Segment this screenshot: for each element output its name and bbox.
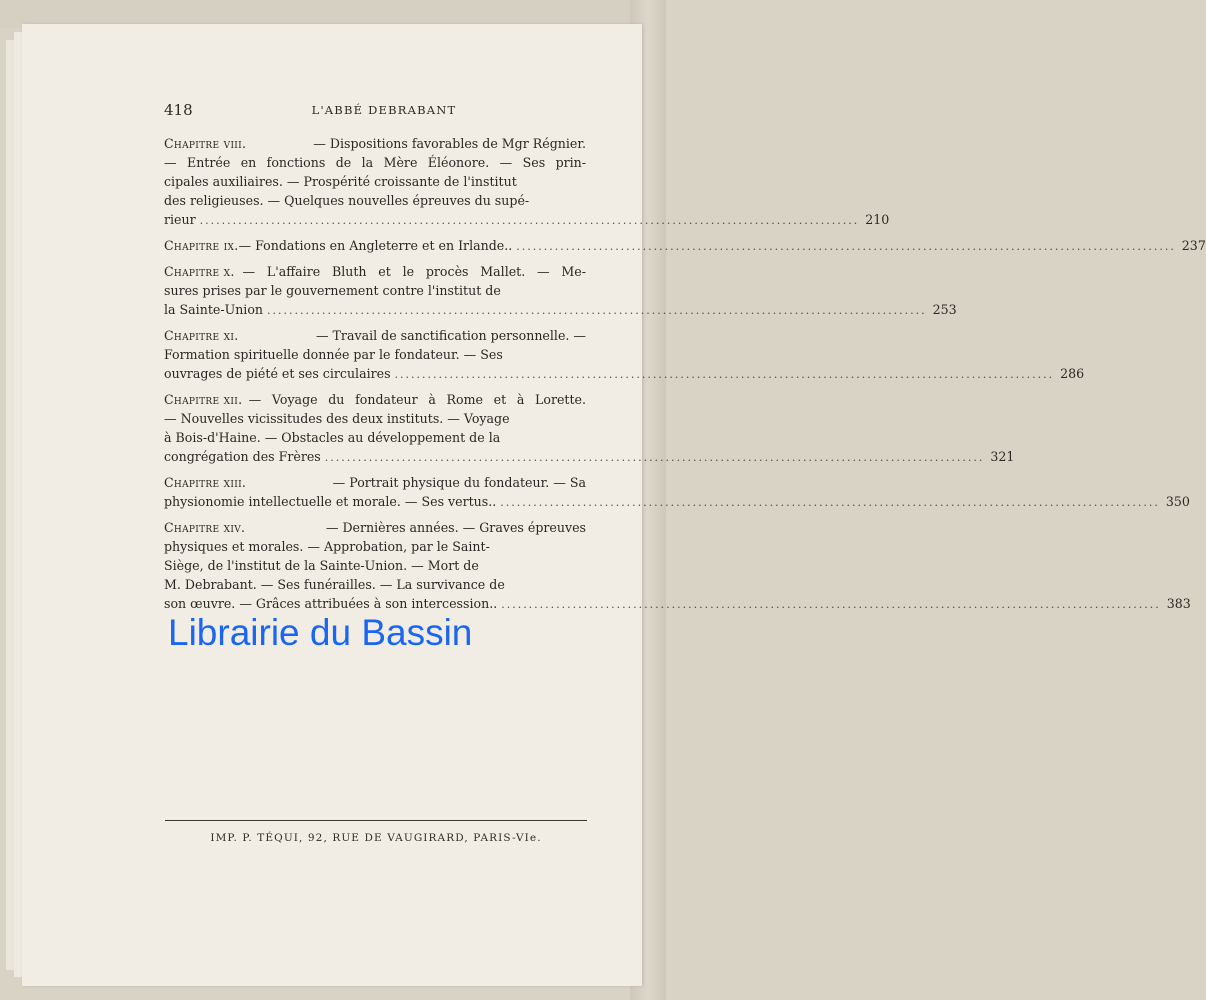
- leader-dots: ........................................................................................................................: [324, 451, 985, 464]
- toc-line: [164, 191, 586, 210]
- leader-dots: ........................................................................................................................: [394, 368, 1055, 381]
- toc-line: [164, 447, 1015, 467]
- toc-text: — L'affaire Bluth et le procès Mallet. — Me-: [242, 264, 586, 279]
- toc-line: [164, 153, 586, 172]
- toc-page-number: 286: [1060, 366, 1085, 381]
- toc-text: cipales auxiliaires. — Prospérité croissante de l'institut: [164, 174, 517, 189]
- toc-entry: [164, 518, 1191, 614]
- toc-text: — Fondations en Angleterre et en Irlande..: [238, 238, 513, 253]
- toc-text: congrégation des Frères: [164, 449, 321, 464]
- toc-text: à Bois-d'Haine. — Obstacles au développement de la: [164, 430, 501, 445]
- toc-line: [164, 537, 586, 556]
- chapter-label: Chapitre xii.: [164, 392, 243, 407]
- toc-text: — Dernières années. — Graves épreuves: [325, 520, 586, 535]
- toc-entry: [164, 326, 1085, 384]
- toc-line: [164, 556, 586, 575]
- toc-line: [164, 575, 586, 594]
- table-of-contents: [164, 134, 1206, 620]
- toc-entry: [164, 134, 890, 230]
- toc-page-number: 253: [932, 302, 957, 317]
- toc-text: ouvrages de piété et ses circulaires: [164, 366, 391, 381]
- toc-line: [164, 262, 586, 281]
- toc-line: [164, 300, 957, 320]
- toc-text: la Sainte-Union: [164, 302, 264, 317]
- toc-line: [164, 594, 1191, 614]
- toc-line: [164, 364, 1085, 384]
- toc-text: des religieuses. — Quelques nouvelles épreuves du supé-: [164, 193, 530, 208]
- page-header: [164, 101, 586, 127]
- chapter-label: Chapitre xiii.: [164, 475, 247, 490]
- toc-text: — Travail de sanctification personnelle. —: [315, 328, 586, 343]
- toc-line: [164, 409, 586, 428]
- watermark-text: Librairie du Bassin: [168, 612, 473, 653]
- toc-line: [164, 345, 586, 364]
- toc-line: [164, 210, 890, 230]
- toc-text: — Entrée en fonctions de la Mère Éléonore. — Ses prin-: [164, 155, 587, 170]
- printer-imprint: IMP. P. TÉQUI, 92, RUE DE VAUGIRARD, PARIS-VIe.: [210, 832, 542, 844]
- chapter-label: Chapitre xi.: [164, 328, 239, 343]
- toc-entry: [164, 473, 1190, 512]
- toc-line: [164, 134, 586, 153]
- footer-rule: [165, 820, 587, 821]
- toc-text: Siège, de l'institut de la Sainte-Union. — Mort de: [164, 558, 479, 573]
- leader-dots: ........................................................................................................................: [501, 598, 1161, 611]
- page-number: 418: [164, 101, 193, 119]
- toc-page-number: 210: [865, 212, 890, 227]
- chapter-label: Chapitre xiv.: [164, 520, 246, 535]
- toc-text: sures prises par le gouvernement contre l'institut de: [164, 283, 501, 298]
- toc-text: son œuvre. — Grâces attribuées à son intercession..: [164, 596, 498, 611]
- toc-text: — Voyage du fondateur à Rome et à Lorette.: [248, 392, 586, 407]
- toc-text: rieur: [164, 212, 196, 227]
- toc-page-number: 383: [1166, 596, 1191, 611]
- toc-line: [164, 326, 586, 345]
- toc-page-number: 350: [1165, 494, 1190, 509]
- toc-text: — Dispositions favorables de Mgr Régnier.: [313, 136, 586, 151]
- chapter-label: Chapitre ix.: [164, 238, 239, 253]
- toc-text: — Nouvelles vicissitudes des deux instituts. — Voyage: [164, 411, 510, 426]
- toc-line: [164, 492, 1190, 512]
- toc-line: [164, 473, 586, 492]
- toc-line: [164, 518, 586, 537]
- toc-text: physionomie intellectuelle et morale. — Ses vertus..: [164, 494, 497, 509]
- toc-page-number: 321: [990, 449, 1015, 464]
- chapter-label: Chapitre x.: [164, 264, 235, 279]
- toc-page-number: 237: [1181, 238, 1206, 253]
- toc-entry: [164, 390, 1015, 467]
- toc-line: [164, 172, 586, 191]
- leader-dots: ........................................................................................................................: [267, 304, 927, 317]
- running-head: L'ABBÉ DEBRABANT: [311, 103, 457, 117]
- leader-dots: ........................................................................................................................: [199, 214, 860, 227]
- toc-text: Formation spirituelle donnée par le fondateur. — Ses: [164, 347, 503, 362]
- toc-line: [164, 281, 586, 300]
- toc-entry: [164, 236, 1206, 256]
- chapter-label: Chapitre viii.: [164, 136, 247, 151]
- toc-line: [164, 236, 1206, 256]
- toc-entry: [164, 262, 957, 320]
- toc-text: M. Debrabant. — Ses funérailles. — La survivance de: [164, 577, 505, 592]
- toc-text: — Portrait physique du fondateur. — Sa: [332, 475, 586, 490]
- leader-dots: ........................................................................................................................: [500, 496, 1160, 509]
- toc-text: physiques et morales. — Approbation, par le Saint-: [164, 539, 490, 554]
- toc-line: [164, 428, 586, 447]
- leader-dots: ........................................................................................................................: [516, 240, 1176, 253]
- toc-line: [164, 390, 586, 409]
